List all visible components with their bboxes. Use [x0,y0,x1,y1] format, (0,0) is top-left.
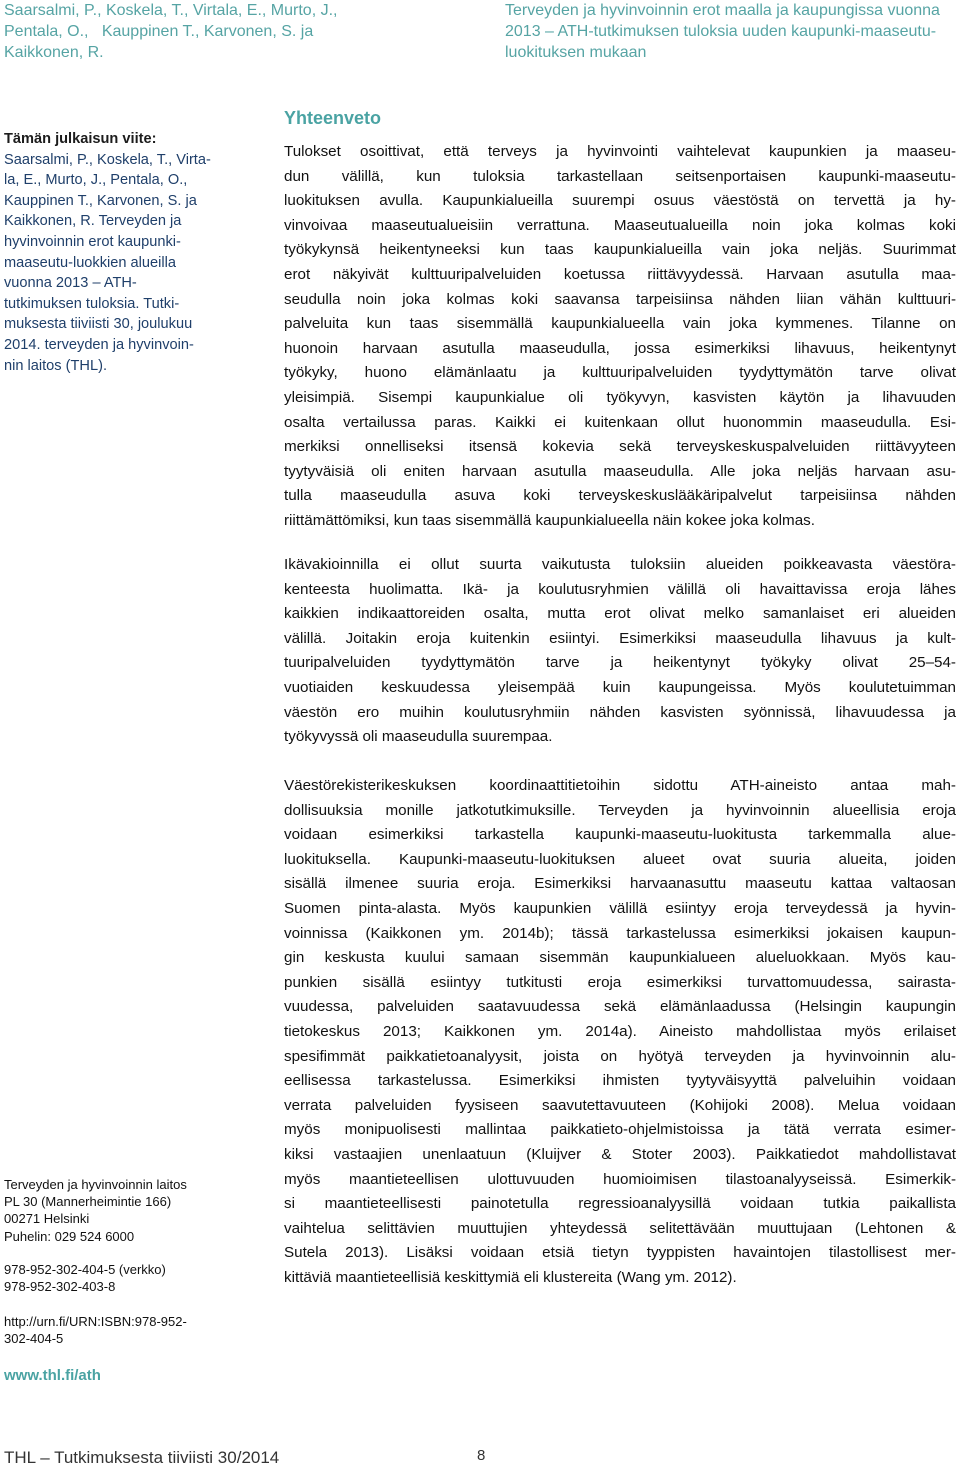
urn-link-line[interactable]: http://urn.fi/URN:ISBN:978-952- [4,1314,187,1330]
footer-series: THL – Tutkimuksesta tiiviisti 30/2014 [4,1448,280,1467]
paragraph-line: verrata palveluiden fyysiseen saavutettavuuteen (Kohijoki 2008). Melua voidaan [284,1096,956,1114]
contact-org: Terveyden ja hyvinvoinnin laitos [4,1177,187,1192]
citation-line: nin laitos (THL). [4,357,107,374]
paragraph-line: voidaan esimerkiksi tarkastella kaupunki-maaseutu-luokitusta tarkemmalla alue- [284,826,956,844]
paragraph-line: vaihtelua selittävien muuttujien yhteydessä selitettävään muuttujaan (Lehtonen & [284,1219,956,1237]
header-title [505,0,957,63]
paragraph-line: myös maantieteellisen ulottuvuuden huomioimisen tilastoanalyyseissä. Esimerkik- [284,1170,956,1188]
citation-line: Kaikkonen, R. Terveyden ja [4,213,182,230]
contact-postal: 00271 Helsinki [4,1211,90,1227]
citation-line: tutkimuksen tuloksia. Tutki- [4,295,180,312]
isbn-print: 978-952-302-403-8 [4,1279,116,1295]
header-title-line: Terveyden ja hyvinvoinnin erot maalla ja kaupungissa vuonna [505,2,940,19]
citation-line: Saarsalmi, P., Koskela, T., Virta- [4,151,211,168]
paragraph-line: Ikävakioinnilla ei ollut suurta vaikutusta tuloksiin alueiden poikkeavasta väestöra- [284,556,956,573]
citation-box [4,129,240,376]
paragraph-line: välillä. Joitakin eroja kuitenkin esiintyi. Esimerkiksi maaseudulla lihavuus ja kult- [284,629,956,647]
citation-line: la, E., Murto, J., Pentala, O., [4,172,188,189]
paragraph-line: yleisimpiä. Sisempi kaupunkialue oli työkyvyn, kasvisten käytön ja lihavuuden [284,388,956,406]
paragraph-line: palveluita kun taas sisemmällä kaupunkialueella vain joka kymmenes. Tilanne on [284,315,956,333]
paragraph-line: vinvoivaa maaseutualueisiin verrattuna. Maaseutualueilla noin joka kolmas koki [284,216,956,234]
summary-paragraph-3 [284,774,956,1290]
header-authors-line: Saarsalmi, P., Koskela, T., Virtala, E., Murto, J., [4,2,338,19]
summary-paragraph-1 [284,140,956,534]
paragraph-line: vuotiaiden keskuudessa yleisempää kuin kaupungeissa. Myös koulutetuimman [284,678,956,696]
urn-link-line[interactable]: 302-404-5 [4,1331,64,1347]
citation-title: Tämän julkaisun viite: [4,131,157,147]
summary-heading: Yhteenveto [284,108,382,128]
citation-line: muksesta tiiviisti 30, joulukuu [4,316,193,333]
contact-address: PL 30 (Mannerheimintie 166) [4,1194,172,1210]
citation-line: hyvinvoinnin erot kaupunki- [4,233,181,250]
paragraph-line: kenteesta huolimatta. Ikä- ja koulutusryhmien välillä oli havaittavissa eroja lähes [284,580,956,598]
paragraph-line: työkyky, huono elämänlaatu ja kulttuuripalveluiden tyydyttymätön tarve olivat [284,364,956,382]
paragraph-line: työkyvyssä oli maaseudulla suurempaa. [284,728,553,746]
paragraph-line: punkien sisällä esiintyy tutkitusti eroja esimerkiksi turvattomuudessa, sairasta- [284,973,956,991]
paragraph-line: erot näkyivät kulttuuripalveluiden koetussa riittävyydessä. Harvaan asutulla maa- [284,265,956,283]
paragraph-line: työkykynsä heikentyneeksi kun taas kaupunkialueilla vain joka neljäs. Suurimmat [284,241,956,259]
paragraph-line: tulla maaseudulla asuva koki terveyskeskuslääkäripalvelut tarpeisiinsa nähden [284,487,956,505]
header-title-line: luokituksen mukaan [505,44,647,61]
paragraph-line: tuuripalveluiden tyydyttymätön tarve ja heikentynyt työkyky olivat 25–54- [284,654,956,672]
paragraph-line: Väestörekisterikeskuksen koordinaattitietoihin sidottu ATH-aineisto antaa mah- [284,777,956,794]
paragraph-line: kaikkien indikaattoreiden osalta, mutta erot olivat melko samanlaiset eri alueiden [284,605,956,623]
paragraph-line: voinnissa (Kaikkonen ym. 2014b); tässä tarkastelussa esimerkiksi jokaisen kaupun- [284,924,956,942]
paragraph-line: riittämättömiksi, kun taas sisemmällä kaupunkialueella näin kokee joka kolmas. [284,511,815,529]
paragraph-line: spesifimmät paikkatietoanalyysit, joista on hyötyä terveyden ja hyvinvoinnin alu- [284,1047,956,1065]
citation-line: vuonna 2013 – ATH- [4,275,137,292]
header-authors-line: Pentala, O., Kauppinen T., Karvonen, S. ja [4,23,314,40]
paragraph-line: luokituksen avulla. Kaupunkialueilla suurempi osuus väestöstä on tervettä ja hy- [284,192,956,210]
paragraph-line: merkiksi onnelliseksi itsensä kokevia sekä terveyskeskuspalveluiden riittävyyteen [284,438,956,456]
summary-paragraph-2 [284,553,956,750]
paragraph-line: dun välillä, kun tuloksia tarkastellaan seitsenportaisen kaupunki-maaseutu- [284,167,956,185]
header-title-line: 2013 – ATH-tutkimuksen tuloksia uuden kaupunki-maaseutu- [505,23,937,40]
paragraph-line: Suomen pinta-alasta. Myös kaupunkien välillä esiintyy eroja terveydessä ja hyvin- [284,899,956,917]
paragraph-line: huonoin harvaan asutulla maaseudulla, jossa esimerkiksi lihavuus, heikentynyt [284,339,956,357]
contact-phone: Puhelin: 029 524 6000 [4,1228,135,1244]
paragraph-line: väestön ero muihin koulutusryhmiin nähden kasvisten syönnissä, lihavuudessa ja [284,703,956,721]
paragraph-line: seudulla noin joka kolmas koki saavansa tarpeisiinsa nähden liian vähän kulttuuri- [284,290,956,308]
paragraph-line: Sutela 2013). Lisäksi voidaan etsiä tietyn tyyppisten havaintojen tilastollisest mer- [284,1244,956,1262]
citation-line: Kauppinen T., Karvonen, S. ja [4,192,197,209]
citation-line: maaseutu-luokkien alueilla [4,254,176,271]
paragraph-line: si maantieteellisesti painotetulla regressioanalyysillä voidaan tutkia paikallista [284,1195,956,1213]
paragraph-line: gin keskusta kuului samaan sisemmän kaupunkialueen alueluokkaan. Myös kau- [284,949,956,967]
paragraph-line: myös monipuolisesti mallintaa paikkatieto-ohjelmistoissa ja tätä verrata esimer- [284,1121,956,1139]
paragraph-line: eellisessa tarkastelussa. Esimerkiksi ihmisten tyytyväisyyttä palveluihin voidaan [284,1072,956,1090]
website-link[interactable]: www.thl.fi/ath [4,1366,101,1384]
paragraph-line: sisällä ilmenee suuria eroja. Esimerkiksi harvaanasuttu maaseutu kattaa valtaosan [284,875,956,893]
contact-info [4,1176,244,1384]
paragraph-line: tietokeskus 2013; Kaikkonen ym. 2014a). Aineisto mahdollistaa myös erilaiset [284,1022,956,1040]
paragraph-line: kiksi vastaajien unenlaatuun (Kluijver & Stoter 2003). Paikkatiedot mahdollistavat [284,1145,956,1163]
header-authors [4,0,384,63]
citation-line: 2014. terveyden ja hyvinvoin- [4,336,194,353]
paragraph-line: tyytyväisiä oli eniten harvaan asutulla maaseudulla. Alle joka neljäs harvaan asu- [284,462,956,480]
paragraph-line: Tulokset osoittivat, että terveys ja hyvinvointi vaihtelevat kaupunkien ja maaseu- [284,143,956,160]
paragraph-line: osalta vertailussa paras. Kaikki ei kuitenkaan ollut huonommin maaseudulla. Esi- [284,413,956,431]
page-number: 8 [477,1447,486,1464]
isbn-web: 978-952-302-404-5 (verkko) [4,1261,166,1277]
header-authors-line: Kaikkonen, R. [4,44,104,61]
paragraph-line: dollisuuksia monille jatkotutkimuksille. Terveyden ja hyvinvoinnin alueellisia eroja [284,801,956,819]
paragraph-line: luokituksella. Kaupunki-maaseutu-luokituksen alueet ovat suuria alueita, joiden [284,850,956,868]
paragraph-line: kittäviä maantieteellisiä keskittymiä eli klustereita (Wang ym. 2012). [284,1268,737,1286]
paragraph-line: vuudessa, palveluiden saatavuudessa sekä elämänlaadussa (Helsingin kaupungin [284,998,956,1016]
